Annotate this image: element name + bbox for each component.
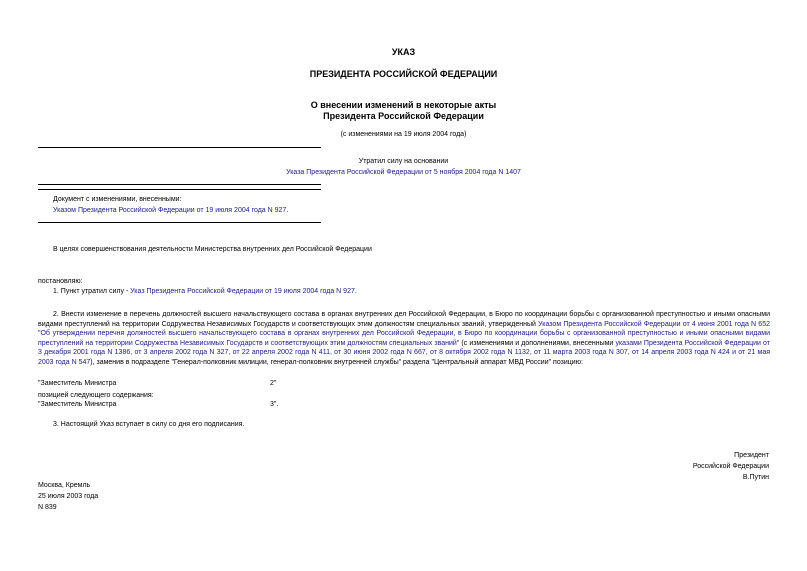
signing-date: 25 июля 2003 года — [38, 493, 99, 500]
paragraph-1-link[interactable]: Указ Президента Российской Федерации от 19 июля 2004 года N 927 — [130, 288, 355, 295]
divider — [38, 222, 321, 223]
paragraph-3: 3. Настоящий Указ вступает в силу со дня его подписания. — [53, 421, 245, 428]
position-2-number: 3". — [270, 401, 279, 408]
void-notice-label: Утратил силу на основании — [358, 158, 449, 165]
signature-title: Президент — [734, 452, 769, 459]
paragraph-2-text-c: ), заменив в подразделе "Генерал-полковник милиции, генерал-полковник внутренней службы" раздела "Центральный аппарат МВД России" позицию: — [90, 358, 583, 366]
divider — [38, 184, 321, 185]
decree-title: УКАЗ — [391, 47, 416, 57]
position-1-name: "Заместитель Министра — [38, 380, 117, 387]
position-replacement-label: позицией следующего содержания: — [38, 392, 154, 399]
changes-doc-link[interactable]: Указом Президента Российской Федерации от 19 июля 2004 года N 927 — [53, 207, 287, 214]
signing-place: Москва, Кремль — [38, 482, 91, 489]
preamble: В целях совершенствования деятельности Министерства внутренних дел Российской Федерации — [53, 246, 372, 253]
paragraph-2-link-2[interactable]: указами Президента Российской Федерации от 3 декабря 2001 года N 1386, от 3 апреля 2002 года N 327, от 22 апреля 2002 года N 411, от 30 июня 2002 года N 667, от 8 октября 2002 года N 1132, от 11 марта 2003 года N 307, от 14 апреля 2003 года N 424 и от 21 мая 2003 года N 547 — [38, 339, 770, 366]
paragraph-1-end: . — [354, 288, 357, 295]
position-2-name: "Заместитель Министра — [38, 401, 117, 408]
changes-doc-suffix: . — [286, 207, 289, 214]
paragraph-1-text: 1. Пункт утратил силу - — [53, 288, 131, 295]
signature-country: Российской Федерации — [692, 463, 769, 470]
divider — [38, 147, 321, 148]
void-notice-link[interactable]: Указа Президента Российской Федерации от 5 ноября 2004 года N 1407 — [286, 169, 521, 176]
paragraph-2-text-b: (с изменениями и дополнениями, внесенными — [459, 339, 616, 347]
paragraph-2-link-1[interactable]: Указом Президента Российской Федерации от 4 июня 2001 года N 652 "Об утверждении перечня должностей высшего начальствующего состава в органах внутренних дел Российской Федерации, в Бюро по координации борьбы с организованной преступностью и иными опасными видами преступлений на территории Содружества Независимых Государств и соответствующих этим должностям специальных званий" — [38, 320, 770, 347]
divider — [38, 189, 321, 190]
decree-subtitle-line2: Президента Российской Федерации — [323, 111, 484, 121]
position-1-number: 2" — [270, 380, 277, 387]
signature-name: В.Путин — [742, 474, 769, 481]
changes-doc-label: Документ с изменениями, внесенными: — [53, 196, 182, 203]
paragraph-2 — [38, 310, 770, 367]
amendments-note: (с изменениями на 19 июля 2004 года) — [340, 131, 467, 138]
decree-word: постановляю: — [38, 278, 83, 285]
paragraph-1 — [53, 288, 357, 295]
changes-doc-line — [53, 207, 288, 214]
paragraph-2-text-a: 2. Внести изменение в перечень должностей высшего начальствующего состава в органах внутренних дел Российской Федерации, в Бюро по координации борьбы с организованной преступностью и иными опасными видами преступлений на территории Содружества Независимых Государств и соответствующих этим должностям специальных званий, утвержденный — [38, 311, 770, 328]
decree-number: N 839 — [38, 504, 57, 511]
decree-subtitle-line1: О внесении изменений в некоторые акты — [310, 100, 497, 110]
decree-issuer: ПРЕЗИДЕНТА РОССИЙСКОЙ ФЕДЕРАЦИИ — [309, 69, 498, 79]
